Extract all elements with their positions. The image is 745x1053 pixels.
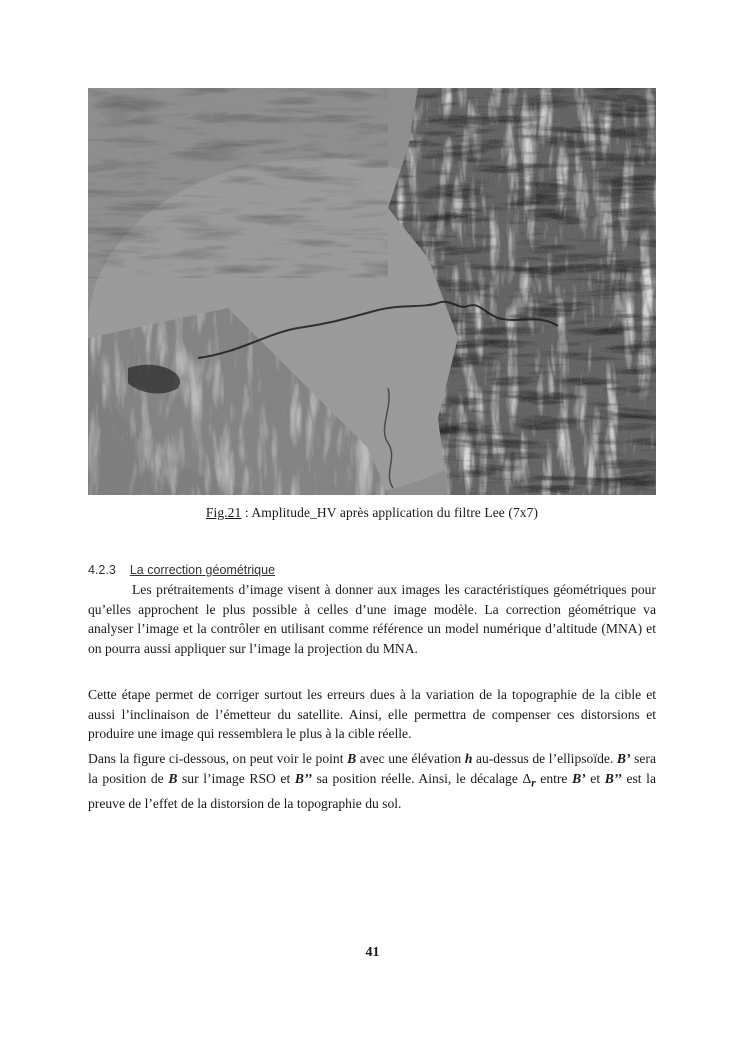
symbol-B-prime: B’ xyxy=(572,770,586,786)
symbol-h: h xyxy=(464,751,473,766)
symbol-B: B xyxy=(347,751,357,766)
symbol-B-double-prime: B’’ xyxy=(294,770,312,786)
section-title: La correction géométrique xyxy=(129,563,276,577)
section-heading xyxy=(88,563,275,577)
text-run: sera la position de xyxy=(88,751,656,786)
symbol-delta-subscript: r xyxy=(531,777,536,790)
symbol-delta: Δ xyxy=(522,770,532,786)
symbol-B-double-prime: B’’ xyxy=(604,770,622,786)
symbol-B-prime: B’ xyxy=(616,751,631,766)
symbol-B: B xyxy=(168,770,178,786)
text-run: est la preuve de l’effet de la distorsion de la topographie du sol. xyxy=(88,770,656,811)
paragraph-2: Cette étape permet de corriger surtout les erreurs dues à la variation de la topographie de la cible et aussi l’inclinaison de l’émetteur du satellite. Ainsi, elle permettra de compenser ces distorsions et produire une image qui ressemblera le plus à la cible réelle. xyxy=(88,687,656,742)
paragraph-1: Les prétraitements d’image visent à donner aux images les caractéristiques géométriques pour qu’elles approchent le plus possible à celles d’une image modèle. La correction géométrique va analyser l’image et la contrôler en utilisant comme référence un model numérique d’altitude (MNA) et on pourra aussi appliquer sur l’image la projection du MNA. xyxy=(88,582,656,656)
sar-speckle xyxy=(88,88,656,495)
figure-label: Fig.21 xyxy=(205,505,242,520)
text-run: sa position réelle. Ainsi, le décalage xyxy=(312,770,523,786)
text-run: au-dessus de l’ellipsoïde. xyxy=(472,751,617,766)
text-run: Dans la figure ci-dessous, on peut voir le point xyxy=(88,751,348,766)
figure-caption-text: : Amplitude_HV après application du filtre Lee (7x7) xyxy=(241,505,539,520)
text-run: entre xyxy=(535,770,573,786)
section-number: 4.2.3 xyxy=(88,563,116,577)
figure-caption xyxy=(88,505,656,521)
paragraph-3 xyxy=(88,749,656,814)
page-number: 41 xyxy=(365,945,380,960)
sar-image-svg xyxy=(88,88,656,495)
text-run: et xyxy=(585,770,605,786)
text-run: sur l’image RSO et xyxy=(177,770,295,786)
text-run: avec une élévation xyxy=(356,751,465,766)
sar-amplitude-image xyxy=(88,88,656,495)
